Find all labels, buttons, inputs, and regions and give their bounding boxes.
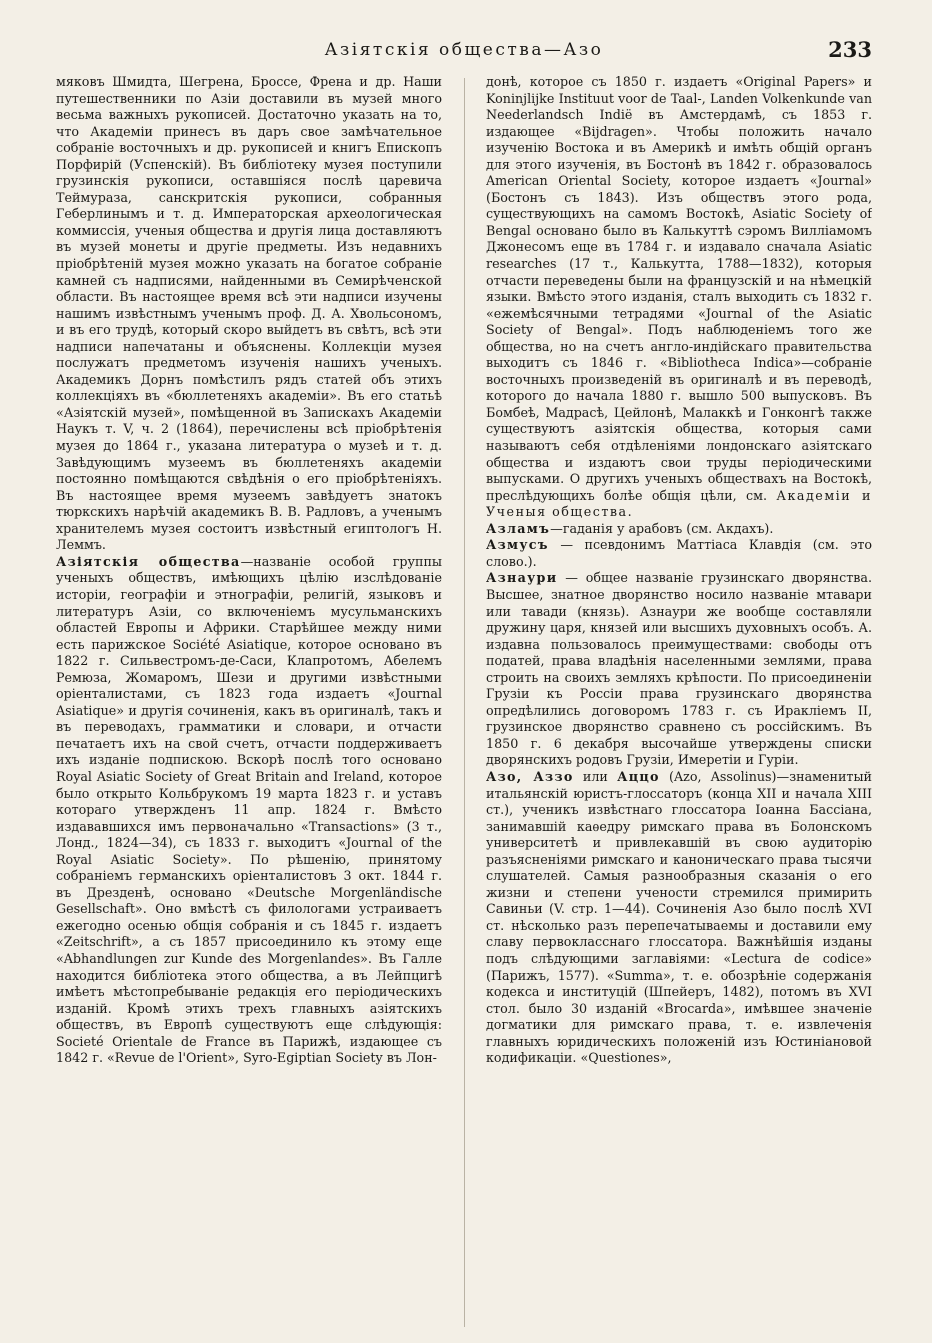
page-number: 233: [828, 37, 872, 62]
entry-text: — общее названіе грузинскаго дворянства. Высшее, знатное дворянство носило названіе мтавари или тавади (князь). Азнаури же вообще составляли дружину царя, князей или высшихъ духовныхъ особъ. А. издавна пользовалось преимуществами: свободы отъ податей, права владѣнія населенными землями, права строить на своихъ земляхъ крѣпости. По присоединеніи Грузіи къ Россіи права грузинскаго дворянства опредѣлились договоромъ 1783 г. съ Ираклiемъ II, грузинское дворянство сравнено съ россійскимъ. Въ 1850 г. 6 декабря высочайше утверждены списки дворянскихъ родовъ Грузіи, Имеретіи и Гуріи.: [486, 570, 872, 768]
column-divider: [464, 78, 465, 1327]
entry-headword: Азіятскія общества: [56, 553, 241, 569]
entry-text: —названіе особой группы ученыхъ обществъ, имѣющихъ цѣлію изслѣдованіе исторіи, географіи и этнографіи, религій, языковъ и литературъ Азіи, со включеніемъ мусульманскихъ областей Европы и Африки. Старѣйшее между ними есть парижское Société Asiatique, которое основано въ 1822 г. Сильвестромъ-де-Саси, Клапротомъ, Абелемъ Ремюза, Жомаромъ, Шези и другими извѣстными оріенталистами, съ 1823 года издаетъ «Journal Asiatique» и другія сочиненія, какъ въ оригиналѣ, такъ и въ переводахъ, грамматики и словари, и отчасти печатаетъ ихъ на свой счетъ, отчасти поддерживаетъ ихъ изданіе подпискою. Вскорѣ послѣ того основано Royal Asiatic Society of Great Britain and Ireland, которое было открыто Кольбрукомъ 19 марта 1823 г. и уставъ котораго утвержденъ 11 апр. 1824 г. Вмѣсто издававшихся имъ первоначально «Transactions» (3 т., Лонд., 1824—34), съ 1833 г. выходитъ «Journal of the Royal Asiatic Society». По рѣшенію, принятому собраніемъ германскихъ оріенталистовъ 3 окт. 1844 г. въ Дрезденѣ, основано «Deutsche Morgenländische Gesellschaft». Оно вмѣстѣ съ филологами устраиваетъ ежегодно осенью общія собранія и съ 1845 г. издаетъ «Zeitschrift», а съ 1857 присоединило къ этому еще «Abhandlungen zur Kunde des Morgenlandes». Въ Галле находится библіотека этого общества, а въ Лейпцигѣ имѣетъ мѣстопребываніе редакція его періодическихъ изданій. Кромѣ этихъ трехъ главныхъ азіятскихъ обществъ, въ Европѣ существуютъ еще слѣдующія: Societé Orientale de France въ Парижѣ, издающее съ 1842 г. «Revue de l'Orient», Syro-Egiptian Society въ Лон-: [56, 553, 442, 1066]
entry-azo: [486, 769, 872, 1067]
entry-headword: Азмусъ: [486, 537, 549, 553]
entry-text: — псевдонимъ Маттіаса Клавдія (см. это слово.).: [486, 537, 872, 569]
entry-text: —гаданія у арабовъ (см. Акдахъ).: [550, 520, 774, 536]
running-header: [56, 37, 872, 68]
entry-asiatic-societies: [56, 554, 442, 1067]
entry-azmus: [486, 537, 872, 570]
paragraph: [486, 74, 872, 521]
entry-headword-variant: Аццо: [617, 768, 660, 784]
entry-headword: Азо, Аззо: [486, 768, 574, 784]
paragraph-text: мяковъ Шмидта, Шегрена, Броссе, Френа и др. Наши путешественники по Азіи доставили въ музей много весьма важныхъ рукописей. Достаточно указать на то, что Академіи принесъ въ даръ свое замѣчательное собраніе восточныхъ и др. рукописей и книгъ Епископъ Порфирій (Успенскій). Въ библіотеку музея поступили грузинскія рукописи, оставшіяся послѣ царевича Теймураза, санскритскія рукописи, собранныя Геберлинымъ и т. д. Императорская археологическая коммиссія, ученыя общества и другія лица доставляютъ въ музей монеты и другіе предметы. Изъ недавнихъ пріобрѣтеній музея можно указать на богатое собраніе камней съ надписями, найденными въ Семирѣченской области. Въ настоящее время всѣ эти надписи изучены нашимъ извѣстнымъ ученымъ проф. Д. А. Хвольсономъ, и въ его трудѣ, который скоро выйдетъ въ свѣтъ, всѣ эти надписи напечатаны и объяснены. Коллекціи музея послужатъ предметомъ изученія нашихъ ученыхъ. Академикъ Дорнъ помѣстилъ рядъ статей объ этихъ коллекціяхъ въ «бюллетеняхъ академіи». Въ его статьѣ «Азіятскій музей», помѣщенной въ Запискахъ Академіи Наукъ т. V, ч. 2 (1864), перечислены всѣ пріобрѣтенія музея до 1864 г., указана литература о музеѣ и т. д. Завѣдующимъ музеемъ въ бюллетеняхъ академіи постоянно помѣщаются свѣдѣнія о его пріобрѣтеніяхъ. Въ настоящее время музеемъ завѣдуетъ знатокъ тюркскихъ нарѣчій академикъ В. В. Радловъ, а ученымъ хранителемъ музея состоитъ извѣстный египтологъ Н. Леммъ.: [56, 74, 442, 553]
paragraph-text: донѣ, которое съ 1850 г. издаетъ «Original Papers» и Koninjlijke Instituut voor de Taal-, Landen Volkenkunde van Neederlandsch Indië въ Амстердамѣ, съ 1853 г. издающее «Bijdragen». Чтобы положить начало изученію Востока и въ Америкѣ и имѣть общій органъ для этого изученія, въ Бостонѣ въ 1842 г. образовалось American Oriental Society, которое издаетъ «Journal» (Бостонъ съ 1843). Изъ обществъ этого рода, существующихъ на самомъ Востокѣ, Asiatic Society of Bengal основано было въ Калькуттѣ сэромъ Вилліамомъ Джонесомъ еще въ 1784 г. и издавало сначала Asiatic researches (17 т., Калькутта, 1788—1832), которыя отчасти переведены были на французскій и на нѣмецкій языки. Вмѣсто этого изданія, сталъ выходить съ 1832 г. «ежемѣсячными тетрадями «Journal of the Asiatic Society of Bengal». Подъ наблюденіемъ того же общества, но на счетъ англо-индійскаго правительства выходитъ съ 1846 г. «Bibliotheca Indica»—собраніе восточныхъ произведеній въ оригиналѣ и въ переводѣ, которого до начала 1880 г. вышло 500 выпусковъ. Въ Бомбеѣ, Мадрасѣ, Цейлонѣ, Малаккѣ и Гонконгѣ также существуютъ азіятскія общества, которыя сами называютъ себя отдѣленіями лондонскаго азіятскаго общества и издаютъ свои труды періодическими выпусками. О другихъ ученыхъ обществахъ на Востокѣ, преслѣдующихъ болѣе общія цѣли, см.: [486, 74, 872, 503]
entry-text: (Azo, Assolinus)—знаменитый итальянскій юристъ-глоссаторъ (конца XII и начала XIII ст.), ученикъ извѣстнаго глоссатора Іоанна Бассіана, занимавшій каѳедру римскаго права въ Болонскомъ университетѣ и привлекавшій въ свою аудиторію разъясненіями римскаго и каноническаго права тысячи слушателей. Самыя разнообразныя сказанія о его жизни и степени учености стремился примирить Савиньи (V. стр. 1—44). Сочиненія Азо было послѣ XVI ст. нѣсколько разъ перепечатываемы и доставили ему славу первокласснаго глоссатора. Важнѣйшія изданы подъ слѣдующими заглавіями: «Lectura de codice» (Парижъ, 1577). «Summa», т. е. обозрѣніе содержанія кодекса и институцій (Шпейеръ, 1482), потомъ въ XVI стол. было 30 изданій «Brocarda», имѣвшее значеніе догматики для римскаго права, т. е. извлеченія главныхъ юридическихъ положеній изъ Юстиніановой кодификаціи. «Questiones»,: [486, 768, 872, 1066]
entry-aznauri: [486, 570, 872, 769]
entry-connector: или: [573, 768, 618, 784]
right-column: [486, 74, 872, 1335]
left-column: [56, 74, 442, 1335]
entry-headword: Азнаури: [486, 570, 558, 586]
entry-azlam: [486, 521, 872, 538]
cross-reference: Академіи и Ученыя общества.: [486, 487, 872, 520]
paragraph: [56, 74, 442, 554]
text-columns: [56, 74, 872, 1335]
entry-headword: Азламъ: [486, 520, 551, 536]
running-title: Азіятскія общества—Азо: [324, 40, 604, 60]
